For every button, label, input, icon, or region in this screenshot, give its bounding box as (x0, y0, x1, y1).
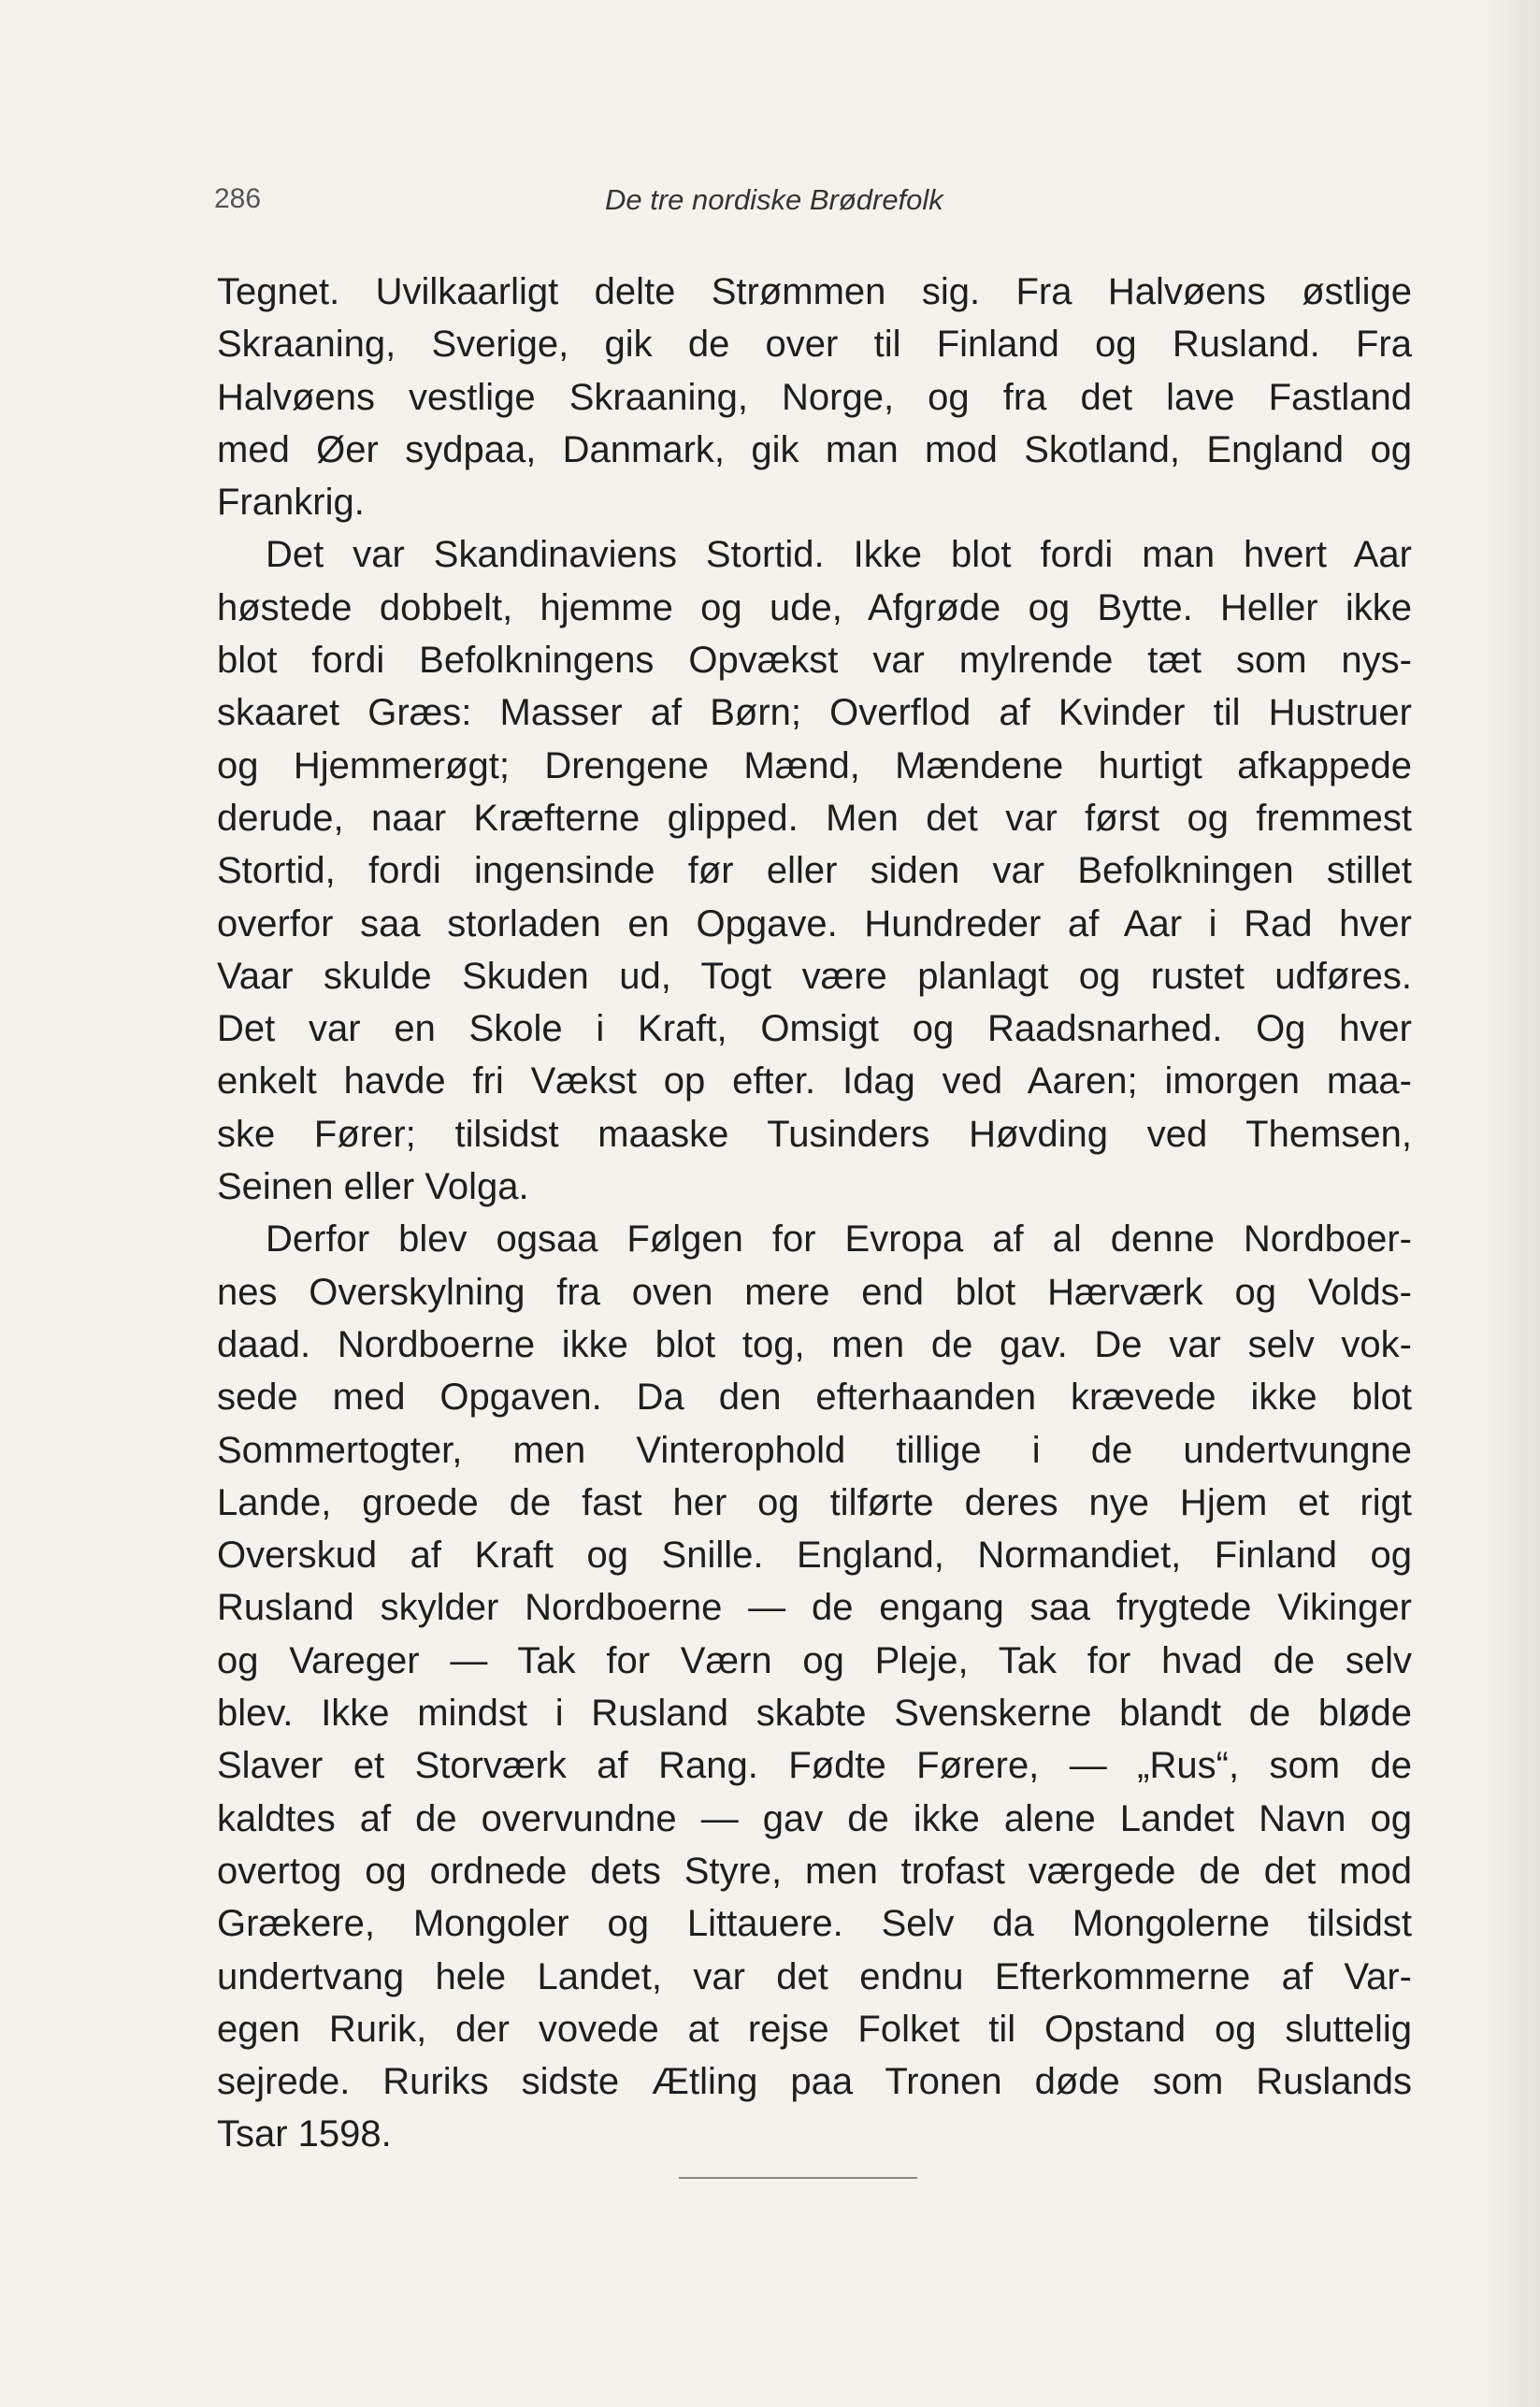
text-line: skaaret Græs: Masser af Børn; Overflod af Kvinder til Hustruer (217, 692, 1412, 734)
text-line: derude, naar Kræfterne glipped. Men det var først og fremmest (217, 797, 1412, 839)
text-line: sejrede. Ruriks sidste Ætling paa Tronen døde som Ruslands (217, 2061, 1412, 2103)
text-line: Derfor blev ogsaa Følgen for Evropa af al denne Nordboer- (266, 1218, 1412, 1261)
text-line: overfor saa storladen en Opgave. Hundreder af Aar i Rad hver (217, 902, 1412, 944)
text-line: blot fordi Befolkningens Opvækst var mylrende tæt som nys- (217, 640, 1412, 682)
paragraph (217, 266, 1412, 528)
text-line: sede med Opgaven. Da den efterhaanden krævede ikke blot (217, 1376, 1412, 1419)
text-line: Grækere, Mongoler og Littauere. Selv da Mongolerne tilsidst (217, 1903, 1412, 1945)
text-line: Skraaning, Sverige, gik de over til Finland og Rusland. Fra (217, 324, 1412, 366)
text-line: Tegnet. Uvilkaarligt delte Strømmen sig. Fra Halvøens østlige (217, 271, 1412, 312)
text-line: daad. Nordboerne ikke blot tog, men de gav. De var selv vok- (217, 1323, 1412, 1365)
text-line: Rusland skylder Nordboerne — de engang saa frygtede Vikinger (217, 1587, 1412, 1629)
paragraph (217, 528, 1412, 1213)
text-line: nes Overskylning fra oven mere end blot Hærværk og Volds- (217, 1271, 1412, 1313)
text-line: overtog og ordnede dets Styre, men trofast værgede de det mod (217, 1850, 1412, 1892)
paragraph (217, 1213, 1412, 2160)
section-end-rule (679, 2177, 917, 2179)
text-line: Slaver et Storværk af Rang. Fødte Førere, — „Rus“, som de (217, 1745, 1412, 1787)
text-line: Tsar 1598. (217, 2113, 392, 2155)
page-edge-shadow (1484, 0, 1540, 2407)
text-line: kaldtes af de overvundne — gav de ikke alene Landet Navn og (217, 1797, 1412, 1839)
text-line: Overskud af Kraft og Snille. England, Normandiet, Finland og (217, 1535, 1412, 1577)
body-text (217, 266, 1412, 2161)
text-line: egen Rurik, der vovede at rejse Folket til Opstand og sluttelig (217, 2008, 1412, 2050)
text-line: Seinen eller Volga. (217, 1166, 529, 1208)
text-line: Lande, groede de fast her og tilførte deres nye Hjem et rigt (217, 1481, 1412, 1523)
text-line: og Vareger — Tak for Værn og Pleje, Tak for hvad de selv (217, 1639, 1412, 1681)
text-line: Sommertogter, men Vinterophold tillige i de undertvungne (217, 1429, 1412, 1471)
page-number: 286 (214, 183, 262, 214)
text-line: Stortid, fordi ingensinde før eller siden var Befolkningen stillet (217, 850, 1412, 892)
text-line: Det var en Skole i Kraft, Omsigt og Raadsnarhed. Og hver (217, 1008, 1412, 1050)
text-line: blev. Ikke mindst i Rusland skabte Svenskerne blandt de bløde (217, 1693, 1412, 1735)
text-line: og Hjemmerøgt; Drengene Mænd, Mændene hurtigt afkappede (217, 744, 1412, 786)
text-line: enkelt havde fri Vækst op efter. Idag ved Aaren; imorgen maa- (217, 1060, 1412, 1103)
running-header (214, 183, 1346, 224)
text-line: høstede dobbelt, hjemme og ude, Afgrøde og Bytte. Heller ikke (217, 586, 1412, 628)
text-line: Frankrig. (217, 482, 365, 524)
text-line: Halvøens vestlige Skraaning, Norge, og fra det lave Fastland (217, 376, 1412, 418)
text-line: undertvang hele Landet, var det endnu Efterkommerne af Var- (217, 1955, 1412, 1997)
text-line: Det var Skandinaviens Stortid. Ikke blot fordi man hvert Aar (266, 534, 1412, 576)
book-title: De tre nordiske Brødrefolk (605, 183, 943, 216)
text-line: Vaar skulde Skuden ud, Togt være planlagt og rustet udføres. (217, 955, 1412, 997)
text-line: med Øer sydpaa, Danmark, gik man mod Skotland, England og (217, 428, 1412, 470)
text-line: ske Fører; tilsidst maaske Tusinders Høvding ved Themsen, (217, 1113, 1412, 1155)
